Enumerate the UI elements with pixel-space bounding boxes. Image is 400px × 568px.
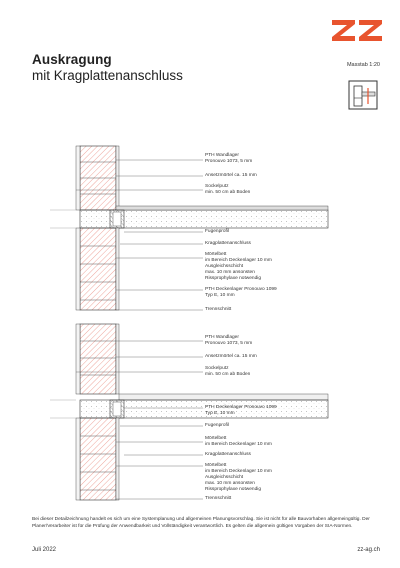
- label-kragplatten-1: Kragplattenanschluss: [205, 241, 251, 246]
- label-wandlager-1: PTH Wandlager Pronouvo 1073, 5 mm: [205, 153, 253, 164]
- label-ansetzmoertel-1: Ansetzmörtel ca. 15 mm: [205, 173, 257, 178]
- label-moertelbett-1: Mörtelbett im Bereich Deckenlager 10 mm Ausgleichsschicht max. 10 mm ansonsten Rissprophylaxe notwendig: [205, 252, 272, 281]
- label-kragplatten-2: Kragplattenanschluss: [205, 452, 251, 457]
- label-wandlager-2: PTH Wandlager Pronouvo 1073, 5 mm: [205, 335, 253, 346]
- label-moertelbett-2a: Mörtelbett im Bereich Deckenlager 10 mm: [205, 436, 272, 447]
- page-title: Auskragung: [32, 52, 112, 67]
- page-subtitle: mit Kragplattenanschluss: [32, 68, 183, 83]
- detail-1: [50, 146, 328, 310]
- label-ansetzmoertel-2: Ansetzmörtel ca. 15 mm: [205, 354, 257, 359]
- label-moertelbett-2b: Mörtelbett im Bereich Deckenlager 10 mm Ausgleichsschicht max. 10 mm ansonsten Rissprophylaxe notwendig: [205, 463, 272, 492]
- label-fugenprofil-2: Fugenprofil: [205, 423, 229, 428]
- website-link[interactable]: zz-ag.ch: [357, 547, 380, 553]
- label-deckenlager-1: PTH Deckenlager Pronouvo 1099 Typ E, 10 mm: [205, 287, 277, 298]
- scale-label: Masstab 1:20: [346, 62, 380, 68]
- label-deckenlager-2: PTH Deckenlager Pronouvo 1099 Typ E, 10 mm: [205, 405, 277, 416]
- detail-2: [50, 324, 328, 500]
- label-trennschnitt-1: Trennschnitt: [205, 307, 232, 312]
- label-fugenprofil-1: Fugenprofil: [205, 229, 229, 234]
- document-date: Juli 2022: [32, 547, 57, 553]
- label-trennschnitt-2: Trennschnitt: [205, 496, 232, 501]
- label-sockelputz-2: Sockelputz min. 50 cm ab Boden: [205, 366, 251, 377]
- label-sockelputz-1: Sockelputz min. 50 cm ab Boden: [205, 184, 251, 195]
- disclaimer-text: Bei dieser Detailzeichnung handelt es sich um eine Systemplanung und allgemeinen Planungsvorschlag. Sie ist nicht für alle Bauvorhaben allgemeingültig. Der Planer/Verarbeiter ist für die Prüfung der Anwendbarkeit und Vollständigkeit verantwortlich. Es gelten die allgemein gültigen Vorgaben der SIA-Normen.: [32, 517, 370, 529]
